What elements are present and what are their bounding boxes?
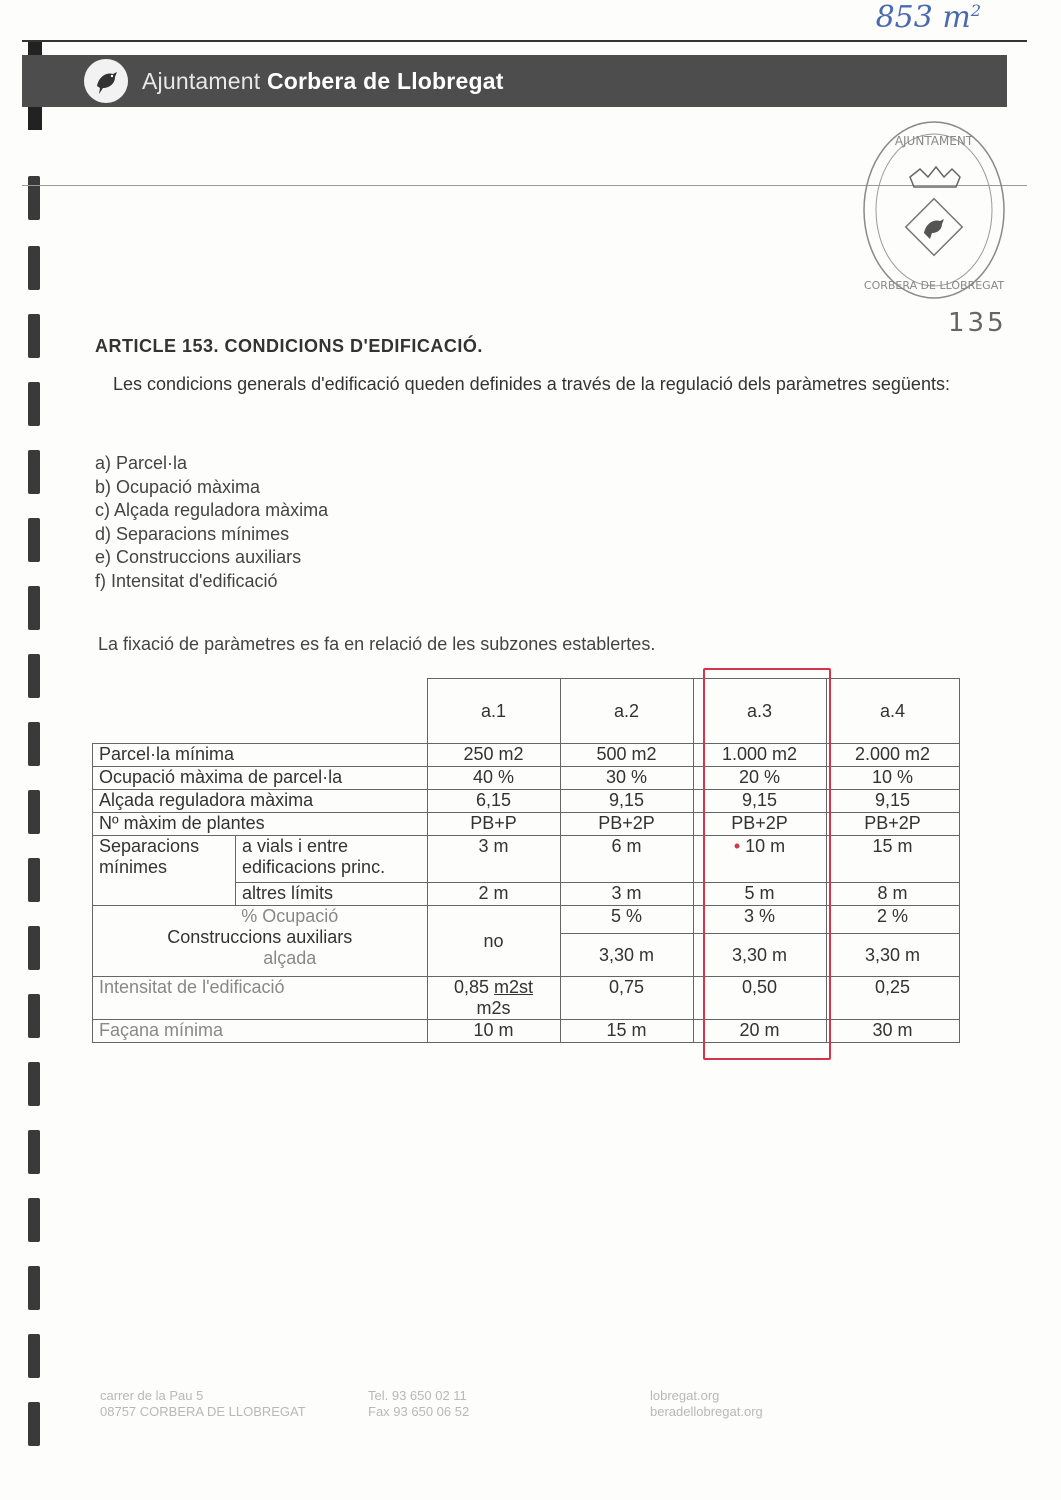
cell: 0,25 [826,977,959,1020]
binder-hole [28,1402,40,1446]
cell: 5 m [693,883,826,906]
cell: 10 m [427,1020,560,1043]
cell: 3,30 m [826,934,959,977]
cell: 1.000 m2 [693,744,826,767]
cell: 15 m [560,1020,693,1043]
cell: 500 m2 [560,744,693,767]
row-label: Façana mínima [93,1020,428,1043]
article-intro: Les condicions generals d'edificació queden definides a través de la regulació dels paràmetres següents: [113,374,950,394]
cell: 3 m [427,836,560,883]
row-sublabel: altres límits [236,883,428,906]
cell: 0,85 m2st m2s [427,977,560,1020]
list-item: f) Intensitat d'edificació [95,570,278,591]
fixation-sentence: La fixació de paràmetres es fa en relació de les subzones establertes. [98,634,656,654]
binder-hole [28,518,40,562]
cell: PB+2P [560,813,693,836]
cell: PB+P [427,813,560,836]
binder-hole [28,994,40,1038]
bird-logo-icon [84,59,128,103]
binder-hole [28,1198,40,1242]
cell: 9,15 [693,790,826,813]
row-label: Nº màxim de plantes [93,813,428,836]
footer-address: carrer de la Pau 5 08757 CORBERA DE LLOBREGAT [100,1388,306,1419]
list-item: b) Ocupació màxima [95,476,261,497]
red-mark-icon: • [733,836,741,856]
cell: 3,30 m [693,934,826,977]
binder-hole [28,246,40,290]
cell: 5 % [560,906,693,934]
binder-hole [28,790,40,834]
binder-hole [28,1266,40,1310]
top-rule [22,40,1027,42]
binder-hole [28,858,40,902]
letterhead [22,55,1007,107]
binder-hole [28,654,40,698]
article-title: ARTICLE 153. CONDICIONS D'EDIFICACIÓ. [95,336,483,356]
cell: • 10 m [693,836,826,883]
cell: 0,75 [560,977,693,1020]
cell: 20 m [693,1020,826,1043]
cell: 2 % [826,906,959,934]
cell: 40 % [427,767,560,790]
binder-hole [28,1062,40,1106]
binder-hole [28,926,40,970]
binder-hole [28,382,40,426]
binder-hole [28,450,40,494]
footer-web: lobregat.org beradellobregat.org [650,1388,763,1419]
cell: no [427,906,560,977]
cell: 9,15 [560,790,693,813]
letterhead-title: Ajuntament Corbera de Llobregat [142,67,504,94]
list-item: e) Construccions auxiliars [95,547,302,567]
cell: 8 m [826,883,959,906]
binder-hole [28,1334,40,1378]
cell: PB+2P [826,813,959,836]
page-number: 135 [948,308,1007,338]
cell: 20 % [693,767,826,790]
parameters-list [95,452,328,593]
binder-hole [28,1130,40,1174]
municipal-seal-stamp [860,115,1008,305]
list-item: d) Separacions mínimes [95,523,290,544]
cell: 9,15 [826,790,959,813]
cell: 2 m [427,883,560,906]
cell: 250 m2 [427,744,560,767]
row-label: % Ocupació Construccions auxiliars alçada [93,906,428,977]
binder-hole [28,314,40,358]
row-sublabel: a vials i entre edificacions princ. [236,836,428,883]
column-header-a4: a.4 [826,679,959,744]
cell: 3 % [693,906,826,934]
list-item: c) Alçada reguladora màxima [95,500,329,520]
cell: 3 m [560,883,693,906]
cell: 0,50 [693,977,826,1020]
cell: 30 % [560,767,693,790]
cell: PB+2P [693,813,826,836]
red-column-highlight [703,668,831,1060]
binder-hole [28,722,40,766]
binder-hole [28,176,40,220]
column-header-a2: a.2 [560,679,693,744]
cell: 3,30 m [560,934,693,977]
cell: 15 m [826,836,959,883]
column-header-a3: a.3 [693,679,826,744]
row-label: Parcel·la mínima [93,744,428,767]
cell: 6,15 [427,790,560,813]
handwritten-area-note: 853 $m^2$ [875,0,981,35]
row-label: Ocupació màxima de parcel·la [93,767,428,790]
binder-hole [28,586,40,630]
footer-phone: Tel. 93 650 02 11 Fax 93 650 06 52 [368,1388,470,1419]
binder-holes [28,40,44,1460]
row-label: Alçada reguladora màxima [93,790,428,813]
row-label: Separacions mínimes [93,836,236,906]
cell: 10 % [826,767,959,790]
list-item: a) Parcel·la [95,453,188,473]
svg-text:CORBERA DE LLOBREGAT: CORBERA DE LLOBREGAT [863,279,1005,292]
cell: 2.000 m2 [826,744,959,767]
cell: 6 m [560,836,693,883]
row-label: Intensitat de l'edificació [93,977,428,1020]
cell: 30 m [826,1020,959,1043]
svg-text:AJUNTAMENT: AJUNTAMENT [894,134,974,148]
column-header-a1: a.1 [427,679,560,744]
